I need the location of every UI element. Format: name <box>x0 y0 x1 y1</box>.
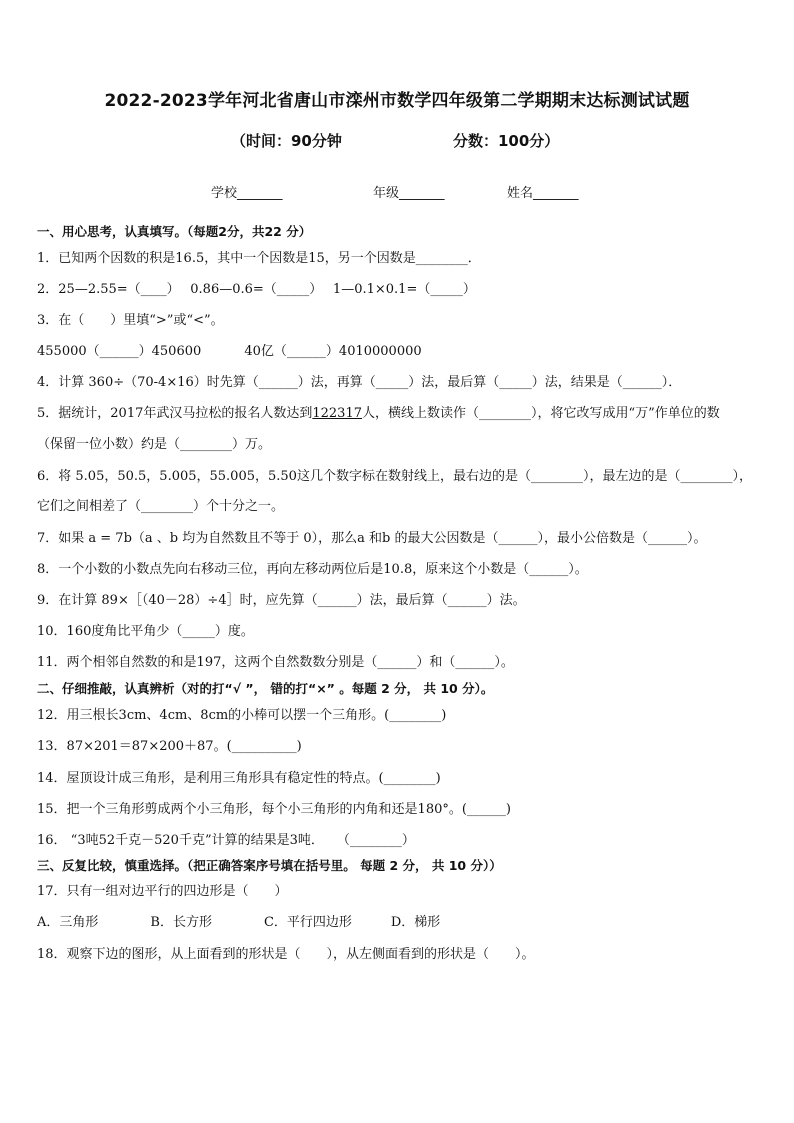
section-heading-1: 一、用心思考，认真填写。（每题2分，共22 分） <box>37 224 312 239</box>
question-7: 7．如果 a = 7b（a 、b 均为自然数且不等于 0），那么a 和b 的最大公因数是（______），最小公倍数是（______）。 <box>37 531 707 546</box>
name-field: 姓名_______ <box>507 186 579 201</box>
school-field: 学校_______ <box>211 186 283 201</box>
question-6: 6．将 5.05，50.5，5.005，55.005，5.50这几个数字标在数射线上，最右边的是（________），最左边的是（________）， <box>37 469 752 484</box>
question-2: 2．25—2.55=（____） 0.86—0.6=（_____） 1—0.1×0.1=（_____） <box>37 282 476 297</box>
page-title: 2022-2023学年河北省唐山市滦州市数学四年级第二学期期末达标测试试题 <box>104 91 690 111</box>
question-8: 8．一个小数的小数点先向右移动三位，再向左移动两位后是10.8，原来这个小数是（______）。 <box>37 562 588 577</box>
question-6-continued: 它们之间相差了（________）个十分之一。 <box>37 499 285 514</box>
question-17-options: A．三角形 B．长方形 C．平行四边形 D．梯形 <box>37 915 441 930</box>
question-11: 11．两个相邻自然数的和是197，这两个自然数数分别是（______）和（______）。 <box>37 655 514 670</box>
section-heading-2: 二、仔细推敲，认真辨析（对的打“√ ”， 错的打“×” 。每题 2 分， 共 10 分）。 <box>37 681 494 696</box>
underlined-number: 122317 <box>312 406 362 421</box>
question-1: 1．已知两个因数的积是16.5，其中一个因数是15，另一个因数是________． <box>37 251 481 266</box>
question-3-body: 455000（______）450600 40亿（______）4010000000 <box>37 344 422 359</box>
question-4: 4．计算 360÷（70-4×16）时先算（______）法，再算（_____）法，最后算（_____）法，结果是（______）． <box>37 375 682 390</box>
question-5-part-a: 5．据统计，2017年武汉马拉松的报名人数达到 <box>37 406 313 421</box>
question-12: 12．用三根长3cm、4cm、8cm的小棒可以摆一个三角形。(________) <box>37 708 447 723</box>
question-18: 18．观察下边的图形，从上面看到的形状是（ ），从左侧面看到的形状是（ ）。 <box>37 947 535 962</box>
question-15: 15．把一个三角形剪成两个小三角形，每个小三角形的内角和还是180°。(______) <box>37 802 511 817</box>
question-3: 3．在（ ）里填“>”或“<”。 <box>37 313 224 328</box>
section-heading-3: 三、反复比较，慎重选择。（把正确答案序号填在括号里。 每题 2 分， 共 10 分）） <box>37 858 502 873</box>
question-17: 17．只有一组对边平行的四边形是（ ） <box>37 884 288 899</box>
question-16: 16． “3吨52千克－520千克”计算的结果是3吨． （________） <box>37 833 415 848</box>
grade-field: 年级_______ <box>373 186 445 201</box>
question-5-part-b: 人，横线上数读作（________），将它改写成用“万”作单位的数 <box>362 406 720 421</box>
time-label: （时间：90分钟 <box>231 132 342 150</box>
question-5-continued: （保留一位小数）约是（________）万。 <box>37 437 272 452</box>
question-9: 9．在计算 89×［（40－28）÷4］时，应先算（______）法，最后算（______）法。 <box>37 593 526 608</box>
question-14: 14．屋顶设计成三角形，是利用三角形具有稳定性的特点。(________) <box>37 771 441 786</box>
question-13: 13．87×201＝87×200＋87。(__________) <box>37 739 302 754</box>
question-10: 10．160度角比平角少（_____）度。 <box>37 624 254 639</box>
question-5 <box>37 406 720 422</box>
score-label: 分数：100分） <box>453 132 560 150</box>
